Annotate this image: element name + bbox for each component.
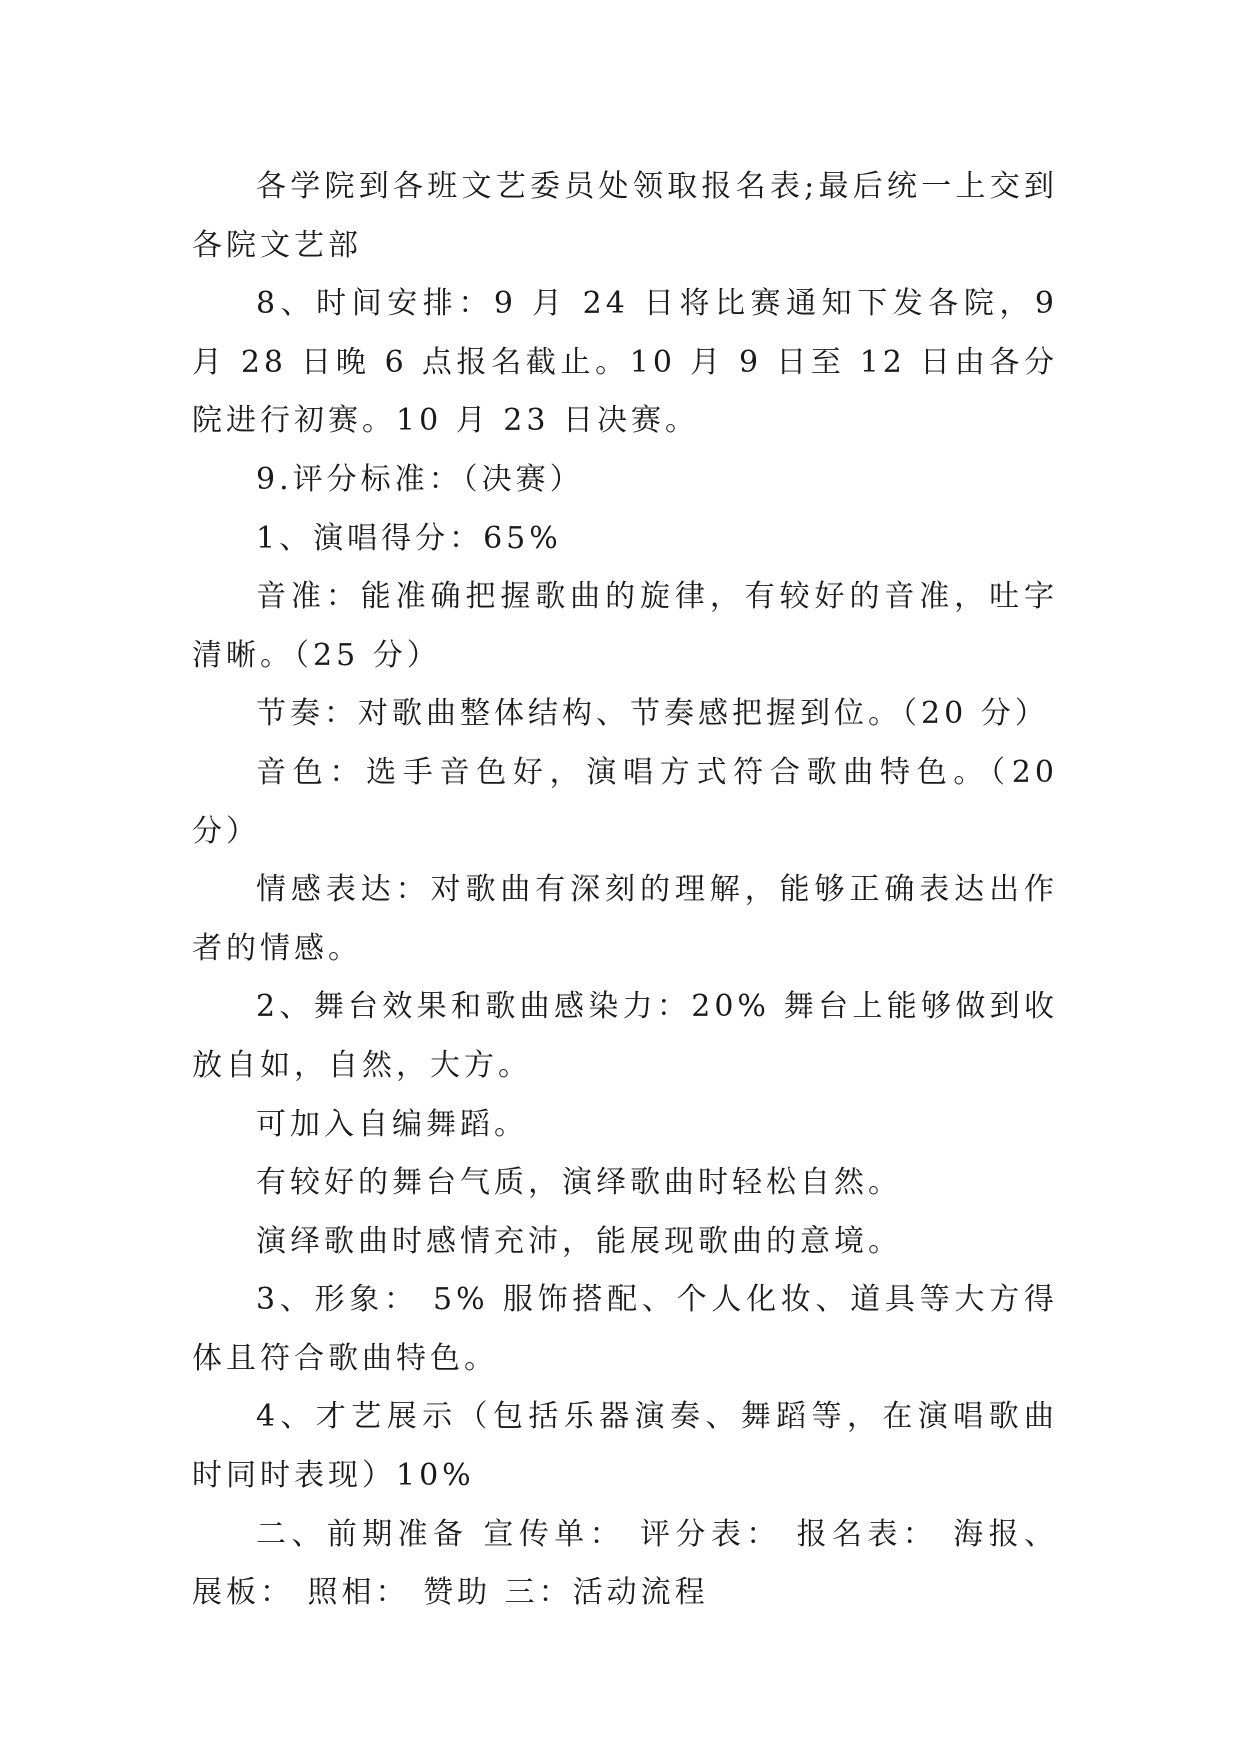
paragraph-scoring-heading: 9.评分标准：（决赛） (256, 461, 584, 497)
paragraph-preparation: 二、前期准备 宣传单： 评分表： 报名表： 海报、展板： 照相： 赞助 三：活动流程 (192, 1516, 1058, 1611)
paragraph-stage-presence: 有较好的舞台气质，演绎歌曲时轻松自然。 (256, 1165, 902, 1201)
paragraph-expression: 演绎歌曲时感情充沛，能展现歌曲的意境。 (256, 1223, 902, 1259)
paragraph-dance: 可加入自编舞蹈。 (256, 1106, 528, 1142)
paragraph-rhythm: 节奏：对歌曲整体结构、节奏感把握到位。（20 分） (256, 696, 1049, 732)
paragraph-registration-form: 各学院到各班文艺委员处领取报名表;最后统一上交到各院文艺部 (192, 169, 1058, 263)
paragraph-stage-effect: 2、舞台效果和歌曲感染力：20% 舞台上能够做到收放自如，自然，大方。 (192, 989, 1058, 1083)
paragraph-image: 3、形象： 5% 服饰搭配、个人化妆、道具等大方得体且符合歌曲特色。 (192, 1282, 1058, 1376)
paragraph-pitch: 音准：能准确把握歌曲的旋律，有较好的音准，吐字清晰。（25 分） (192, 579, 1058, 673)
document-body (192, 158, 1058, 1623)
paragraph-schedule: 8、时间安排：9 月 24 日将比赛通知下发各院，9 月 28 日晚 6 点报名截止。10 月 9 日至 12 日由各分院进行初赛。10 月 23 日决赛。 (192, 286, 1058, 439)
paragraph-singing-score: 1、演唱得分：65% (256, 520, 562, 556)
paragraph-timbre: 音色：选手音色好，演唱方式符合歌曲特色。（20 分） (192, 754, 1058, 849)
paragraph-emotion: 情感表达：对歌曲有深刻的理解，能够正确表达出作者的情感。 (192, 872, 1058, 966)
paragraph-talent: 4、才艺展示（包括乐器演奏、舞蹈等，在演唱歌曲时同时表现）10% (192, 1399, 1058, 1494)
